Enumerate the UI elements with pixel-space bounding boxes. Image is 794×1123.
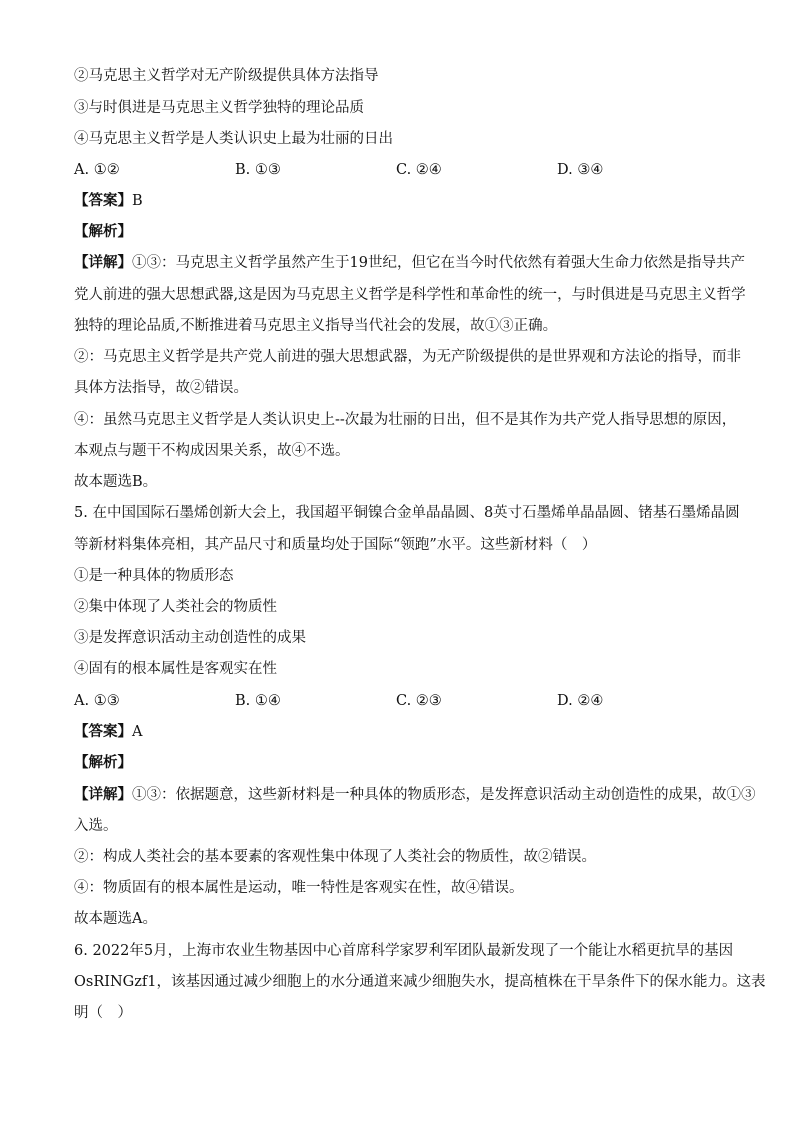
q5-item-2: ②集中体现了人类社会的物质性	[74, 599, 277, 615]
detail-tag: 【详解】	[74, 786, 132, 803]
answer-value: B	[132, 193, 143, 209]
q4-item-3: ③与时俱进是马克思主义哲学独特的理论品质	[74, 100, 364, 116]
q4-explanation-4: ②：马克思主义哲学是共产党人前进的强大思想武器，为无产阶级提供的是世界观和方法论的指导，而非	[74, 349, 741, 365]
q5-options	[74, 691, 734, 711]
q4-item-4: ④马克思主义哲学是人类认识史上最为壮丽的日出	[74, 131, 393, 147]
q6-stem-2: OsRINGzf1，该基因通过减少细胞上的水分通道来减少细胞失水，提高植株在干旱条件下的保水能力。这表	[74, 974, 766, 990]
q5-explanation-2: 入选。	[74, 818, 118, 834]
q4-item-2: ②马克思主义哲学对无产阶级提供具体方法指导	[74, 68, 379, 84]
q5-explanation-1	[74, 785, 756, 805]
q5-item-4: ④固有的根本属性是客观实在性	[74, 661, 277, 677]
q4-analysis-heading	[74, 222, 734, 242]
answer-value: A	[132, 724, 143, 740]
q4-option-c: C. ②④	[396, 162, 442, 178]
q5-explanation-3: ②：构成人类社会的基本要素的客观性集中体现了人类社会的物质性，故②错误。	[74, 849, 596, 865]
q4-explanation-2: 党人前进的强大思想武器,这是因为马克思主义哲学是科学性和革命性的统一，与时俱进是马克思主义哲学	[74, 287, 746, 303]
q5-option-c: C. ②③	[396, 693, 442, 709]
q5-option-a: A. ①③	[74, 693, 120, 709]
q6-stem-3: 明（ ）	[74, 1005, 132, 1021]
q5-conclusion: 故本题选A。	[74, 911, 157, 927]
q5-item-1: ①是一种具体的物质形态	[74, 568, 234, 584]
q5-option-d: D. ②④	[557, 693, 604, 709]
explanation-text: ①③：依据题意，这些新材料是一种具体的物质形态，是发挥意识活动主动创造性的成果，故①③	[132, 787, 756, 803]
q6-stem-1: 6. 2022年5月，上海市农业生物基因中心首席科学家罗利军团队最新发现了一个能让水稻更抗旱的基因	[74, 943, 734, 959]
analysis-tag: 【解析】	[74, 223, 132, 240]
detail-tag: 【详解】	[74, 254, 132, 271]
q4-explanation-1	[74, 253, 745, 273]
analysis-tag: 【解析】	[74, 754, 132, 771]
q4-explanation-5: 具体方法指导，故②错误。	[74, 380, 248, 396]
q4-option-a: A. ①②	[74, 162, 120, 178]
answer-tag: 【答案】	[74, 192, 132, 209]
answer-tag: 【答案】	[74, 723, 132, 740]
q4-explanation-7: 本观点与题干不构成因果关系，故④不选。	[74, 443, 350, 459]
q5-option-b: B. ①④	[235, 693, 281, 709]
q4-option-d: D. ③④	[557, 162, 604, 178]
q5-stem-2: 等新材料集体亮相，其产品尺寸和质量均处于国际“领跑”水平。这些新材料（ ）	[74, 537, 597, 553]
q4-option-b: B. ①③	[235, 162, 281, 178]
q5-explanation-4: ④：物质固有的根本属性是运动，唯一特性是客观实在性，故④错误。	[74, 880, 524, 896]
explanation-text: ①③：马克思主义哲学虽然产生于19世纪，但它在当今时代依然有着强大生命力依然是指导共产	[132, 255, 745, 271]
q5-stem-1: 5. 在中国国际石墨烯创新大会上，我国超平铜镍合金单晶晶圆、8英寸石墨烯单晶晶圆、锗基石墨烯晶圆	[74, 505, 740, 521]
q4-options	[74, 160, 734, 180]
q5-answer	[74, 722, 734, 742]
q4-conclusion: 故本题选B。	[74, 474, 158, 490]
q4-explanation-6: ④：虽然马克思主义哲学是人类认识史上--次最为壮丽的日出，但不是其作为共产党人指导思想的原因，	[74, 412, 737, 428]
q4-explanation-3: 独特的理论品质,不断推进着马克思主义指导当代社会的发展，故①③正确。	[74, 318, 558, 334]
q5-analysis-heading	[74, 753, 734, 773]
q4-answer	[74, 191, 734, 211]
q5-item-3: ③是发挥意识活动主动创造性的成果	[74, 630, 306, 646]
